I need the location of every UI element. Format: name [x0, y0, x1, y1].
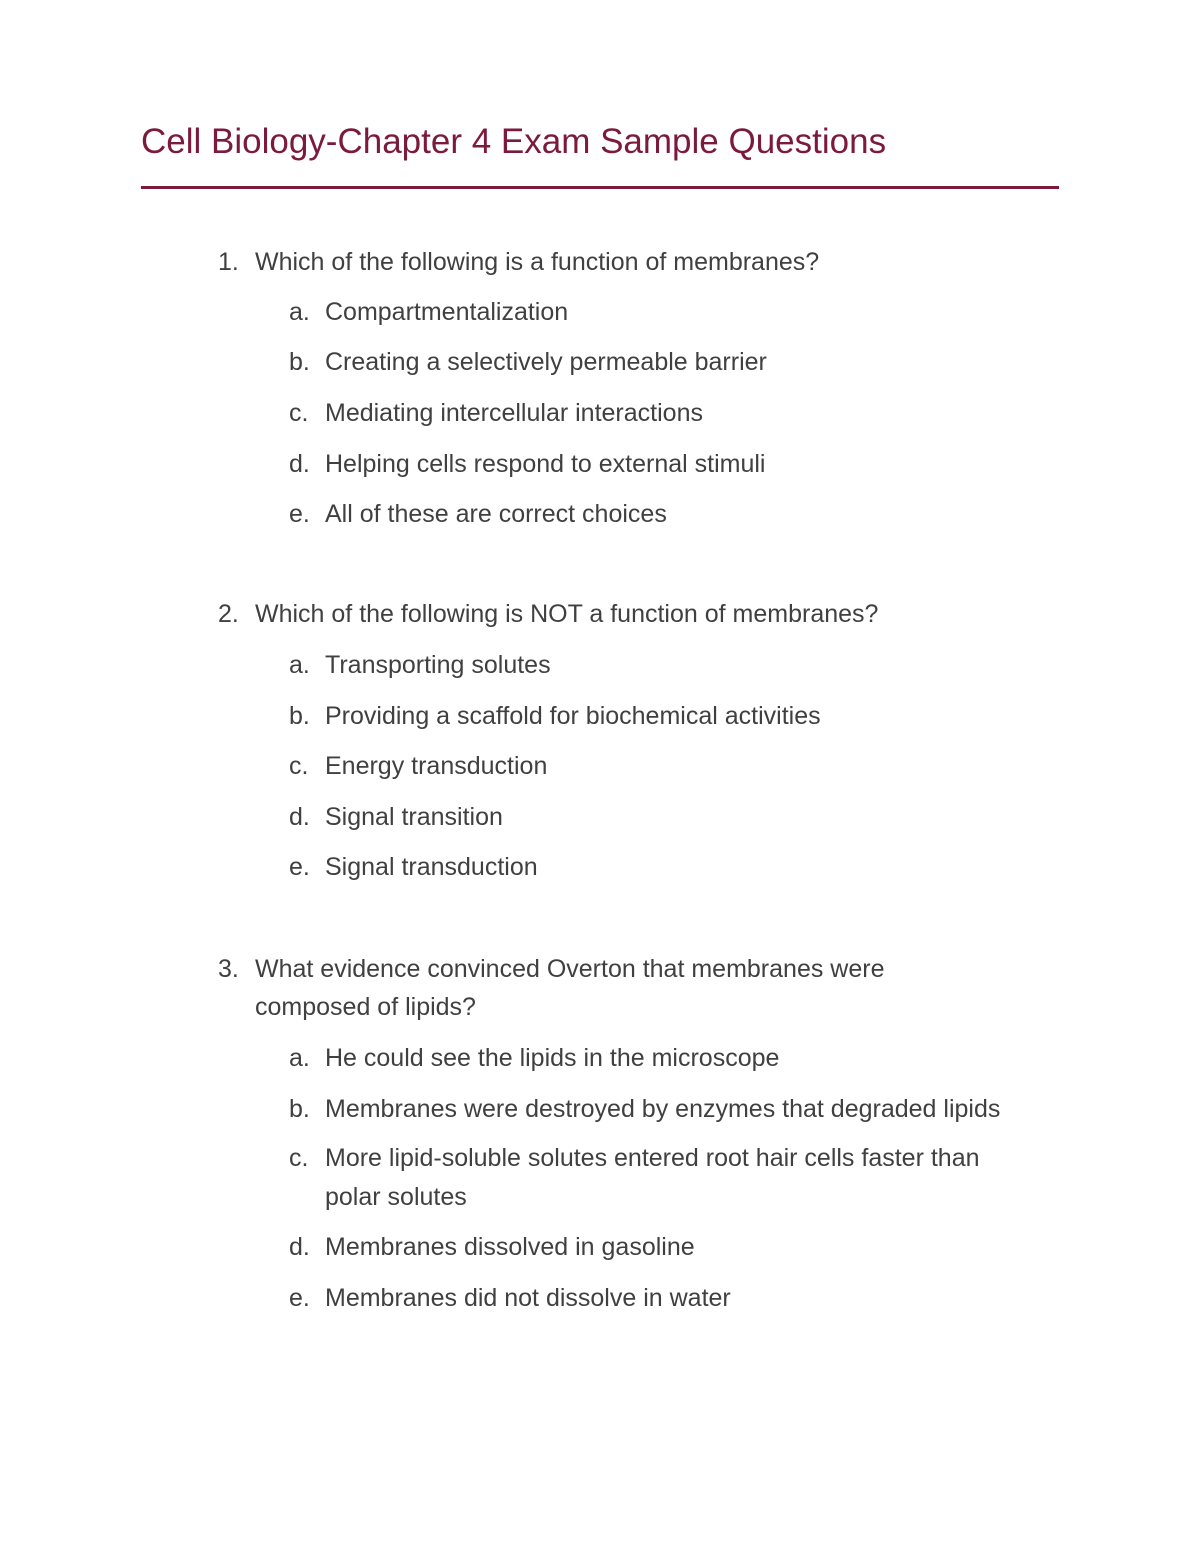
option-text-line-1: More lipid-soluble solutes entered root hair cells faster than [325, 1144, 980, 1172]
option-text: Compartmentalization [325, 298, 569, 326]
option-text: Helping cells respond to external stimuli [325, 450, 766, 478]
option-text: Creating a selectively permeable barrier [325, 348, 767, 376]
option-letter: d. [289, 1233, 310, 1261]
option-letter: e. [289, 1284, 310, 1312]
option-text: Signal transduction [325, 853, 538, 881]
option-text-line-2: polar solutes [325, 1183, 467, 1211]
question-text-line-1: What evidence convinced Overton that membranes were [255, 955, 885, 983]
question-text: Which of the following is NOT a function of membranes? [255, 600, 879, 628]
question-text: Which of the following is a function of membranes? [255, 248, 820, 276]
option-letter: b. [289, 348, 310, 376]
option-text: Energy transduction [325, 752, 548, 780]
option-text: Providing a scaffold for biochemical activities [325, 702, 821, 730]
option-letter: a. [289, 298, 310, 326]
option-text: Transporting solutes [325, 651, 551, 679]
page-title: Cell Biology-Chapter 4 Exam Sample Questions [141, 122, 887, 161]
option-text: He could see the lipids in the microscope [325, 1044, 780, 1072]
title-divider [141, 186, 1059, 189]
option-letter: b. [289, 702, 310, 730]
option-text: All of these are correct choices [325, 500, 667, 528]
question-number: 3. [218, 955, 239, 983]
option-text: Mediating intercellular interactions [325, 399, 703, 427]
option-letter: c. [289, 399, 309, 427]
option-letter: d. [289, 450, 310, 478]
option-letter: a. [289, 651, 310, 679]
option-text: Membranes did not dissolve in water [325, 1284, 731, 1312]
option-letter: e. [289, 853, 310, 881]
option-letter: e. [289, 500, 310, 528]
option-letter: b. [289, 1095, 310, 1123]
option-letter: a. [289, 1044, 310, 1072]
question-number: 2. [218, 600, 239, 628]
option-letter: c. [289, 752, 309, 780]
question-number: 1. [218, 248, 239, 276]
option-letter: d. [289, 803, 310, 831]
option-text: Membranes were destroyed by enzymes that degraded lipids [325, 1095, 1001, 1123]
option-letter: c. [289, 1144, 309, 1172]
question-text-line-2: composed of lipids? [255, 993, 476, 1021]
option-text: Signal transition [325, 803, 503, 831]
option-text: Membranes dissolved in gasoline [325, 1233, 695, 1261]
